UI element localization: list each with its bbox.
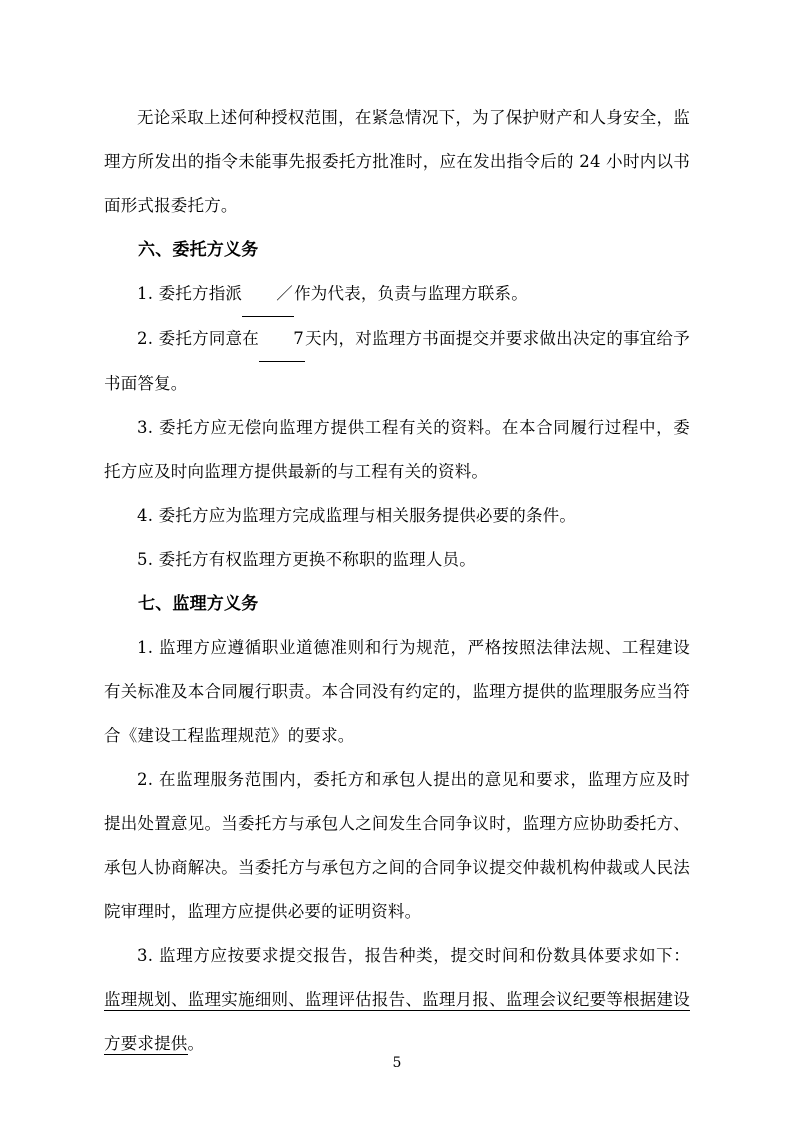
clause-7-3 — [104, 934, 690, 1066]
clause-6-2 — [104, 317, 690, 406]
clause-6-2-blank[interactable]: 7 — [259, 317, 305, 362]
clause-6-4: 4. 委托方应为监理方完成监理与相关服务提供必要的条件。 — [137, 506, 577, 525]
clause-7-3-blank[interactable]: 监理规划、监理实施细则、监理评估报告、监理月报、监理会议纪要等根据建设方要求提供 — [104, 990, 690, 1053]
clause-7-3-suffix: 。 — [187, 1034, 205, 1053]
heading-client-obligations: 六、委托方义务 — [138, 240, 259, 260]
page-number: 5 — [392, 1055, 402, 1071]
document-body — [104, 96, 690, 1066]
clause-6-2-prefix: 2. 委托方同意在 — [137, 329, 260, 348]
heading-supervisor-obligations: 七、监理方义务 — [138, 594, 259, 614]
clause-6-2-suffix: 天内，对监理方书面提交并要求做出决定的事宜给予书面答复。 — [104, 329, 690, 393]
clause-6-1-prefix: 1. 委托方指派 — [137, 284, 243, 303]
paragraph-authorization-scope: 无论采取上述何种授权范围，在紧急情况下，为了保护财产和人身安全，监理方所发出的指令未能事先报委托方批准时，应在发出指令后的 24 小时内以书面形式报委托方。 — [104, 108, 690, 215]
clause-6-5: 5. 委托方有权监理方更换不称职的监理人员。 — [137, 550, 476, 569]
clause-6-1-suffix: 作为代表，负责与监理方联系。 — [294, 284, 528, 303]
clause-7-1: 1. 监理方应遵循职业道德准则和行为规范，严格按照法律法规、工程建设有关标准及本合同履行职责。本合同没有约定的，监理方提供的监理服务应当符合《建设工程监理规范》的要求。 — [104, 638, 690, 745]
clause-6-1-blank[interactable]: ／ — [242, 272, 294, 317]
clause-6-1 — [104, 272, 690, 317]
clause-7-3-prefix: 3. 监理方应按要求提交报告，报告种类，提交时间和份数具体要求如下： — [137, 946, 690, 965]
clause-6-3: 3. 委托方应无偿向监理方提供工程有关的资料。在本合同履行过程中，委托方应及时向监理方提供最新的与工程有关的资料。 — [104, 418, 690, 481]
clause-7-2: 2. 在监理服务范围内，委托方和承包人提出的意见和要求，监理方应及时提出处置意见。当委托方与承包人之间发生合同争议时，监理方应协助委托方、承包人协商解决。当委托方与承包方之间的合同争议提交仲裁机构仲裁或人民法院审理时，监理方应提供必要的证明资料。 — [104, 770, 690, 921]
